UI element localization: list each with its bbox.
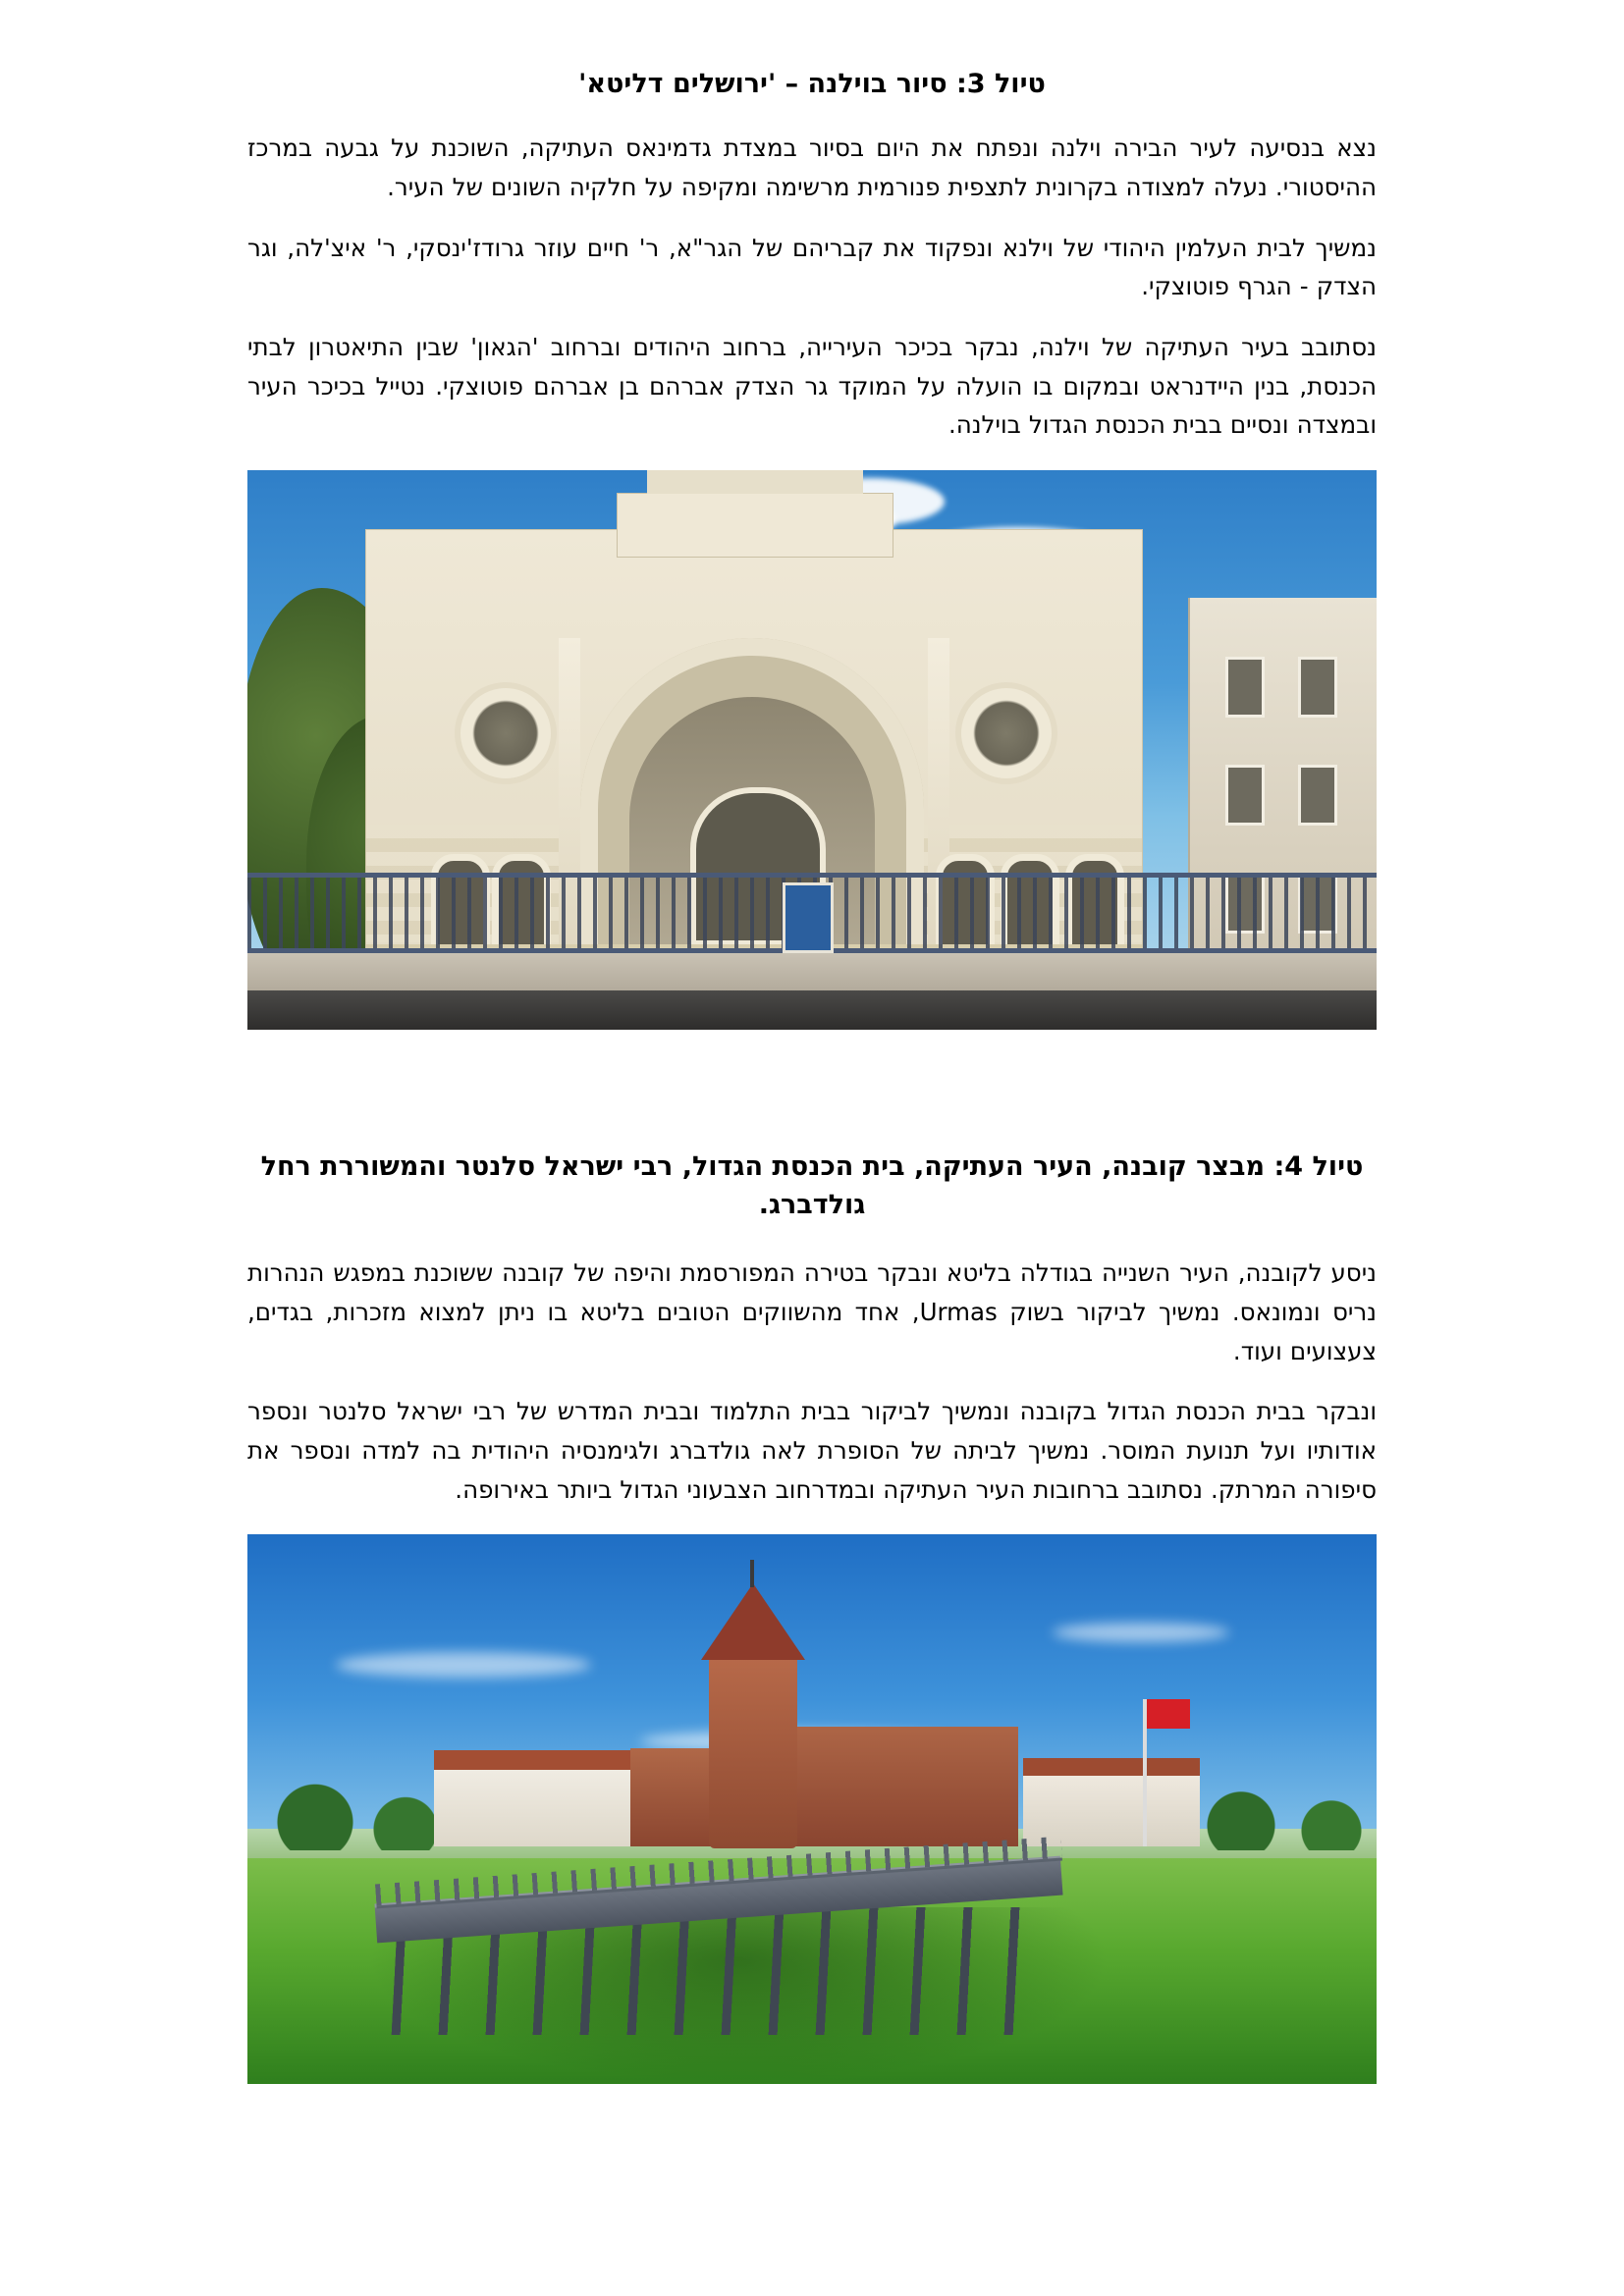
paragraph-tour3-2: נמשיך לבית העלמין היהודי של וילנא ונפקוד את קבריהם של הגר"א, ר' חיים עוזר גרודז'ינסקי, ר' איצ'לה, וגר הצדק - הגרף פוטוצקי. <box>247 233 1377 301</box>
castle-tower-shape <box>709 1652 797 1848</box>
castle-wall-shape <box>792 1727 1018 1846</box>
road-shape <box>247 990 1377 1030</box>
kaunas-castle-photo <box>247 1534 1377 2084</box>
rose-window-icon <box>455 682 557 784</box>
tower-spire-shape <box>750 1560 754 1587</box>
old-town-buildings-shape <box>434 1768 650 1846</box>
flag-icon <box>1147 1699 1190 1729</box>
window-shape <box>1298 657 1337 718</box>
pediment-shape <box>617 493 893 558</box>
cloud-shape <box>1053 1623 1229 1642</box>
paragraph-tour4-1: ניסע לקובנה, העיר השנייה בגודלה בליטא ונבקר בטירה המפורסמת והיפה של קובנה ששוכנת במפגש הנהרות נריס ונמונאס. נמשיך לביקור בשוק Urmas, אחד מהשווקים הטובים בליטא בו ניתן למצוא מזכרות, בגדים, צעצועים ועוד. <box>247 1258 1377 1365</box>
window-shape <box>1298 765 1337 826</box>
street-kiosk-shape <box>783 882 834 953</box>
sidewalk-shape <box>247 953 1377 990</box>
section-tour-4 <box>247 1148 1377 2084</box>
vilnius-choral-synagogue-photo <box>247 470 1377 1030</box>
section-tour-3 <box>247 65 1377 1030</box>
section-spacer <box>247 1030 1377 1148</box>
tower-roof-shape <box>701 1583 805 1660</box>
paragraph-tour3-3: נסתובב בעיר העתיקה של וילנה, נבקר בכיכר העירייה, ברחוב היהודים וברחוב 'הגאון' שבין התיאטרון לבתי הכנסת, בנין היידנראט ובמקום בו הועלה על המוקד גר הצדק אברהם בן אברהם פוטוצקי. נטייל בכיכר העיר ובמצדה ונסיים בבית הכנסת הגדול בוילנה. <box>247 332 1377 440</box>
old-town-buildings-shape <box>1023 1774 1200 1846</box>
cloud-shape <box>336 1652 591 1678</box>
window-shape <box>1225 765 1265 826</box>
paragraph-tour3-1: נצא בנסיעה לעיר הבירה וילנה ונפתח את היום בסיור במצדת גדמינאס העתיקה, השוכנת על גבעה במרכז ההיסטורי. נעלה למצודה בקרונית לתצפית פנורמית מרשימה ומקיפה על חלקיה השונים של העיר. <box>247 133 1377 201</box>
paragraph-tour4-2: ונבקר בבית הכנסת הגדול בקובנה ונמשיך לביקור בבית התלמוד ובבית המדרש של רבי ישראל סלנטר ונספר אודותיו ועל תנועת המוסר. נמשיך לביתה של הסופרת לאה גולדברג ולגימנסיה היהודית בה למדה ונספר את סיפורה המרתק. נסתובב ברחובות העיר העתיקה ובמדרחוב הצבעוני הגדול ביותר באירופה. <box>247 1397 1377 1504</box>
figure-synagogue <box>247 470 1377 1030</box>
page-title-tour-3: טיול 3: סיור בוילנה – 'ירושלים דליטא' <box>578 69 1046 99</box>
figure-castle <box>247 1534 1377 2084</box>
page-title-tour-4: טיול 4: מבצר קובנה, העיר העתיקה, בית הכנסת הגדול, רבי ישראל סלנטר והמשוררת רחל גולדברג. <box>260 1150 1364 1221</box>
castle-wall-shape <box>630 1748 719 1846</box>
rose-window-icon <box>955 682 1057 784</box>
window-shape <box>1225 657 1265 718</box>
